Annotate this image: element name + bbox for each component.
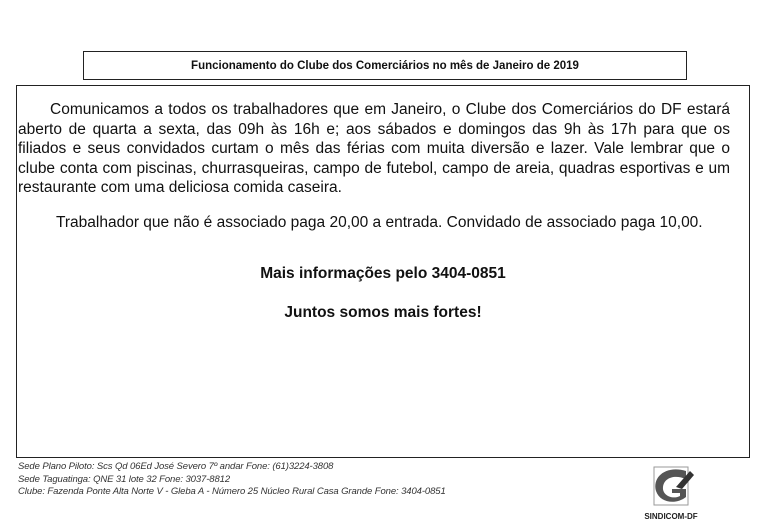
footer-address-clube: Clube: Fazenda Ponte Alta Norte V - Gleba A - Número 25 Núcleo Rural Casa Grande Fone: 3404-0851 — [18, 486, 446, 497]
logo-text: SINDICOM-DF — [644, 512, 698, 521]
sindicom-logo-icon — [636, 463, 706, 513]
title-box — [83, 51, 687, 80]
pricing-paragraph: Trabalhador que não é associado paga 20,00 a entrada. Convidado de associado paga 10,00. — [56, 214, 703, 231]
footer-addresses — [18, 461, 446, 499]
slogan-line: Juntos somos mais fortes! — [284, 304, 482, 321]
info-phone-line: Mais informações pelo 3404-0851 — [260, 265, 506, 282]
footer-address-taguatinga: Sede Taguatinga: QNE 31 lote 32 Fone: 3037-8812 — [18, 473, 231, 485]
footer-address-plano-piloto: Sede Plano Piloto: Scs Qd 06Ed José Severo 7º andar Fone: (61)3224-3808 — [18, 461, 334, 472]
page-title: Funcionamento do Clube dos Comerciários no mês de Janeiro de 2019 — [191, 59, 579, 72]
announcement-paragraph: Comunicamos a todos os trabalhadores que em Janeiro, o Clube dos Comerciários do DF estará aberto de quarta a sexta, das 09h às 16h e; aos sábados e domingos das 9h às 17h para que os filiados e seus convidados curtam o mês das férias com muita diversão e lazer. Vale lembrar que o clube conta com piscinas, churrasqueiras, campo de futebol, campo de areia, quadras esportivas e um restaurante com uma deliciosa comida caseira. — [18, 101, 730, 196]
sindicom-logo — [636, 463, 706, 523]
